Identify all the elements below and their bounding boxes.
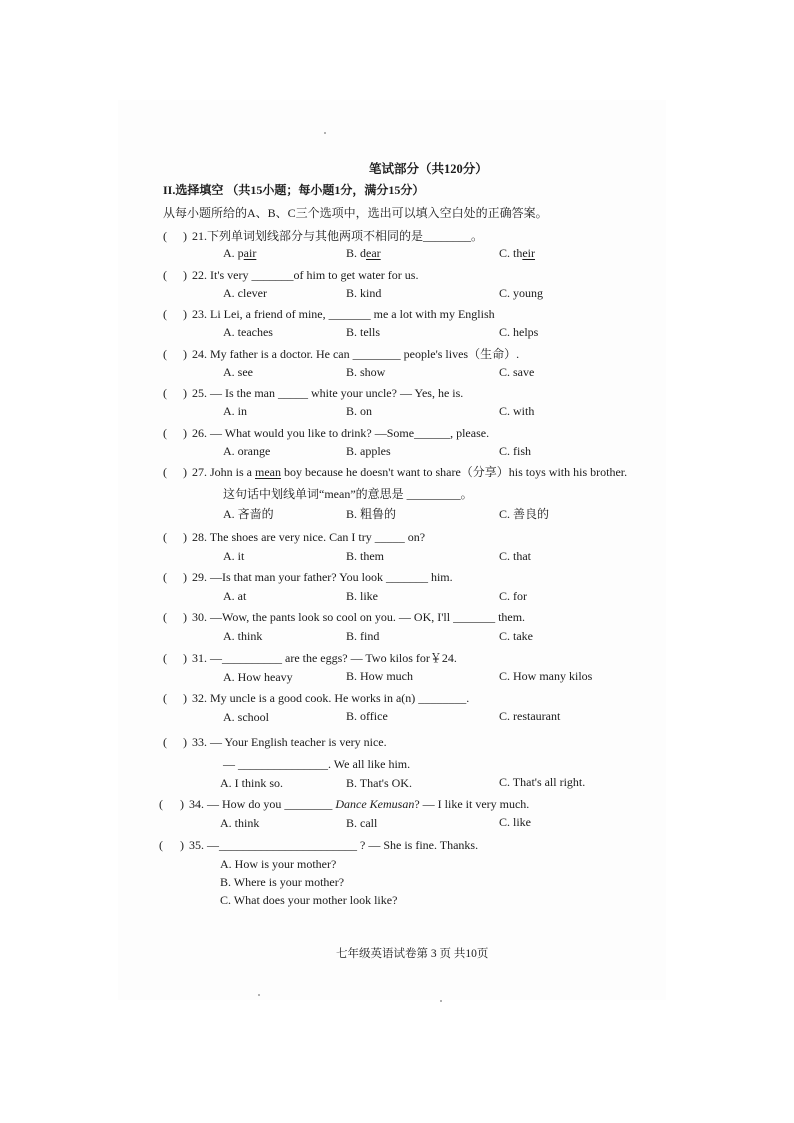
- answer-paren-close[interactable]: ): [183, 691, 187, 705]
- option-c: C. save: [499, 365, 535, 379]
- answer-paren-close[interactable]: ): [180, 838, 184, 852]
- option-a: A. 吝啬的: [223, 507, 274, 521]
- option-b: B. call: [346, 816, 378, 830]
- answer-paren-open[interactable]: (: [163, 386, 167, 400]
- option-b: B. show: [346, 365, 386, 379]
- stem-text: boy because he doesn't want to share（分享）his toys with his brother.: [281, 465, 628, 479]
- answer-paren-open[interactable]: (: [163, 570, 167, 584]
- option-c: C. take: [499, 629, 533, 643]
- scan-speck: [440, 1000, 442, 1002]
- answer-paren-close[interactable]: ): [180, 797, 184, 811]
- option-b: B. tells: [346, 325, 381, 339]
- stem-text: 34. — How do you ________: [189, 797, 336, 811]
- option-b: B. That's OK.: [346, 776, 412, 790]
- answer-paren-close[interactable]: ): [183, 229, 187, 243]
- answer-paren-open[interactable]: (: [163, 307, 167, 321]
- option-c: C. like: [499, 815, 531, 829]
- option-label: C.: [499, 246, 514, 260]
- option-a: A. think: [223, 629, 263, 643]
- option-c: C. for: [499, 589, 527, 603]
- answer-paren-close[interactable]: ): [183, 570, 187, 584]
- answer-paren-open[interactable]: (: [163, 465, 167, 479]
- option-a: A. clever: [223, 286, 267, 300]
- scan-speck: [258, 994, 260, 996]
- answer-paren-close[interactable]: ): [183, 530, 187, 544]
- answer-paren-open[interactable]: (: [163, 691, 167, 705]
- answer-paren-open[interactable]: (: [163, 426, 167, 440]
- answer-paren-close[interactable]: ): [183, 610, 187, 624]
- question-stem: [192, 465, 627, 479]
- answer-paren-close[interactable]: ): [183, 735, 187, 749]
- question-stem: 26. — What would you like to drink? —Some______, please.: [192, 426, 490, 440]
- question-stem: 29. —Is that man your father? You look _______ him.: [192, 570, 453, 584]
- answer-paren-open[interactable]: (: [159, 797, 163, 811]
- answer-paren-close[interactable]: ): [183, 465, 187, 479]
- underlined-part: air: [243, 246, 257, 260]
- question-stem: 30. —Wow, the pants look so cool on you. — OK, I'll _______ them.: [192, 610, 526, 624]
- option-a: A. orange: [223, 444, 271, 458]
- option-b: B. kind: [346, 286, 382, 300]
- stem-text: ? — I like it very much.: [414, 797, 530, 811]
- answer-paren-close[interactable]: ): [183, 386, 187, 400]
- scan-speck: [324, 132, 326, 134]
- option-c: C. with: [499, 404, 535, 418]
- answer-paren-close[interactable]: ): [183, 426, 187, 440]
- option-b: B. office: [346, 709, 388, 723]
- option-a: A. it: [223, 549, 245, 563]
- answer-paren-close[interactable]: ): [183, 268, 187, 282]
- question-stem: 33. — Your English teacher is very nice.: [192, 735, 387, 749]
- question-stem: 21.下列单词划线部分与其他两项不相同的是________。: [192, 229, 484, 243]
- answer-paren-open[interactable]: (: [163, 347, 167, 361]
- underlined-part: ear: [366, 246, 381, 260]
- option-c: C. How many kilos: [499, 669, 593, 683]
- option-c: [499, 246, 535, 260]
- option-a: A. school: [223, 710, 269, 724]
- answer-paren-close[interactable]: ): [183, 347, 187, 361]
- question-stem: 28. The shoes are very nice. Can I try _____ on?: [192, 530, 426, 544]
- option-b: B. like: [346, 589, 378, 603]
- option-c: C. young: [499, 286, 544, 300]
- question-stem: 25. — Is the man _____ white your uncle? — Yes, he is.: [192, 386, 464, 400]
- option-b: B. How much: [346, 669, 413, 683]
- option-a: A. in: [223, 404, 247, 418]
- option-b: B. Where is your mother?: [220, 875, 345, 889]
- question-subline: — _______________. We all like him.: [223, 757, 411, 771]
- option-a: A. think: [220, 816, 260, 830]
- option-c: C. helps: [499, 325, 539, 339]
- option-b: B. apples: [346, 444, 391, 458]
- option-a: A. teaches: [223, 325, 273, 339]
- question-stem: 24. My father is a doctor. He can ________ people's lives（生命）.: [192, 347, 520, 361]
- option-c: C. 善良的: [499, 507, 550, 521]
- question-stem: 31. —__________ are the eggs? — Two kilos for￥24.: [192, 651, 457, 665]
- question-stem: 22. It's very _______of him to get water for us.: [192, 268, 419, 282]
- option-c: C. fish: [499, 444, 532, 458]
- answer-paren-open[interactable]: (: [163, 268, 167, 282]
- stem-text: 27. John is a: [192, 465, 255, 479]
- question-stem: 32. My uncle is a good cook. He works in a(n) ________.: [192, 691, 470, 705]
- option-label: B.: [346, 246, 361, 260]
- answer-paren-open[interactable]: (: [163, 651, 167, 665]
- option-a: A. How heavy: [223, 670, 293, 684]
- option-a: A. at: [223, 589, 247, 603]
- question-stem: [189, 797, 529, 811]
- question-stem: 23. Li Lei, a friend of mine, _______ me a lot with my English: [192, 307, 495, 321]
- option-b: [346, 246, 381, 260]
- page-title: 笔试部分（共120分）: [369, 162, 488, 176]
- option-word-pre: p: [237, 246, 244, 260]
- answer-paren-open[interactable]: (: [159, 838, 163, 852]
- answer-paren-open[interactable]: (: [163, 530, 167, 544]
- option-a: A. see: [223, 365, 253, 379]
- question-stem: 35. —_______________________ ? — She is fine. Thanks.: [189, 838, 479, 852]
- option-word-pre: d: [360, 246, 367, 260]
- option-c: C. What does your mother look like?: [220, 893, 398, 907]
- option-b: B. find: [346, 629, 380, 643]
- question-subline: 这句话中划线单词“mean”的意思是 _________。: [223, 487, 473, 501]
- option-label: A.: [223, 246, 238, 260]
- option-c: C. That's all right.: [499, 775, 586, 789]
- answer-paren-open[interactable]: (: [163, 735, 167, 749]
- answer-paren-close[interactable]: ): [183, 651, 187, 665]
- option-b: B. 粗鲁的: [346, 507, 397, 521]
- option-word-pre: th: [513, 246, 523, 260]
- option-b: B. them: [346, 549, 384, 563]
- option-a: [223, 246, 256, 260]
- instruction-text: 从每小题所给的A、B、C三个选项中，选出可以填入空白处的正确答案。: [163, 206, 548, 220]
- option-c: C. restaurant: [499, 709, 561, 723]
- answer-paren-open[interactable]: (: [163, 229, 167, 243]
- answer-paren-open[interactable]: (: [163, 610, 167, 624]
- page-footer: 七年级英语试卷第 3 页 共10页: [336, 948, 489, 960]
- option-b: B. on: [346, 404, 373, 418]
- option-c: C. that: [499, 549, 531, 563]
- option-a: A. I think so.: [220, 776, 283, 790]
- option-a: A. How is your mother?: [220, 857, 337, 871]
- underlined-part: eir: [522, 246, 536, 260]
- section-heading: II.选择填空 （共15小题；每小题1分，满分15分）: [163, 183, 425, 197]
- underlined-word: mean: [255, 465, 281, 479]
- answer-paren-close[interactable]: ): [183, 307, 187, 321]
- song-title: Dance Kemusan: [335, 797, 415, 811]
